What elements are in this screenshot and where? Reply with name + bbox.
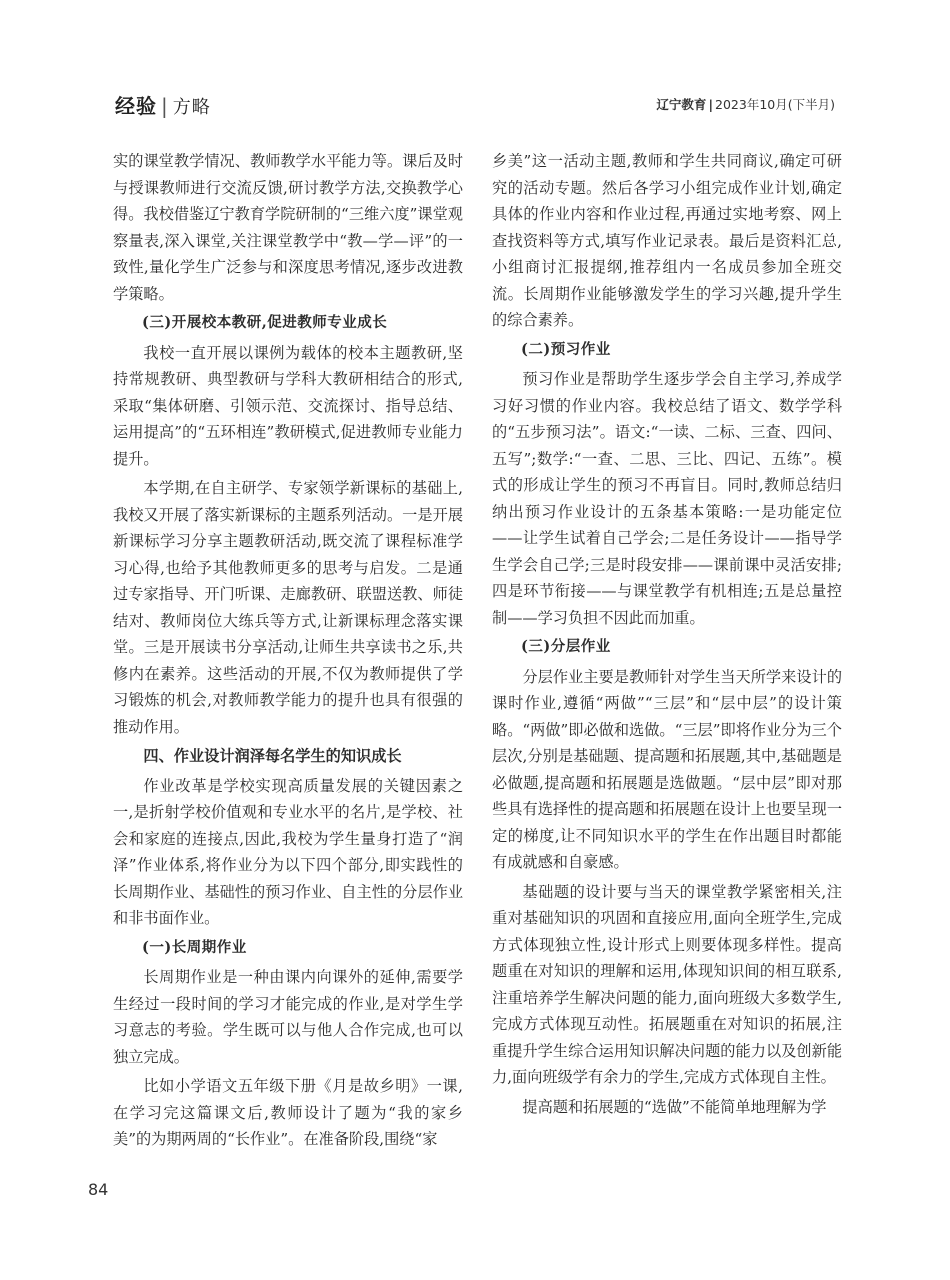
paragraph: 长周期作业是一种由课内向课外的延伸,需要学生经过一段时间的学习才能完成的作业,是对学生学习意志的考验。学生既可以与他人合作完成,也可以独立完成。 [113, 968, 463, 1066]
right-column [492, 148, 842, 1123]
section-title [115, 90, 211, 119]
magazine-name: 辽宁教育 [656, 97, 707, 112]
paragraph: 实的课堂教学情况、教师教学水平能力等。课后及时与授课教师进行交流反馈,研讨教学方法,交换教学心得。我校借鉴辽宁教育学院研制的“三维六度”课堂观察量表,深入课堂,关注课堂教学中“教—学—评”的一致性,量化学生广泛参与和深度思考情况,逐步改进教学策略。 [113, 152, 463, 303]
page-number: 84 [88, 1180, 109, 1199]
paragraph: 基础题的设计要与当天的课堂教学紧密相关,注重对基础知识的巩固和直接应用,面向全班学生,完成方式体现独立性,设计形式上则要体现多样性。提高题重在对知识的理解和运用,体现知识间的相互联系,注重培养学生解决问题的能力,面向班级大多数学生,完成方式体现互动性。拓展题重在对知识的拓展,注重提升学生综合运用知识解决问题的能力以及创新能力,面向班级学有余力的学生,完成方式体现自主性。 [492, 882, 842, 1086]
issue-date: 2023年10月(下半月) [715, 97, 835, 112]
paragraph: 我校一直开展以课例为载体的校本主题教研,坚持常规教研、典型教研与学科大教研相结合的形式,采取“集体研磨、引领示范、交流探讨、指导总结、运用提高”的“五环相连”教研模式,促进教师专业能力提升。 [113, 343, 463, 468]
section-sub-label: 方略 [172, 97, 211, 118]
subheading: (三)开展校本教研,促进教师专业成长 [142, 314, 388, 331]
page-header [115, 90, 835, 120]
paragraph: 预习作业是帮助学生逐步学会自主学习,养成学习好习惯的作业内容。我校总结了语文、数学学科的“五步预习法”。语文:“一读、二标、三查、四问、五写”;数学:“一查、二思、三比、四记、五练”。模式的形成让学生的预习不再盲目。同时,教师总结归纳出预习作业设计的五条基本策略:一是功能定位——让学生试着自己学会;二是任务设计——指导学生学会自己学;三是时段安排——课前课中灵活安排;四是环节衔接——与课堂教学有机相连;五是总量控制——学习负担不因此而加重。 [492, 370, 842, 627]
paragraph: 比如小学语文五年级下册《月是故乡明》一课,在学习完这篇课文后,教师设计了题为“我的家乡美”的为期两周的“长作业”。在准备阶段,围绕“家 [113, 1077, 463, 1148]
left-column [113, 148, 463, 1156]
paragraph: 作业改革是学校实现高质量发展的关键因素之一,是折射学校价值观和专业水平的名片,是学校、社会和家庭的连接点,因此,我校为学生量身打造了“润泽”作业体系,将作业分为以下四个部分,即实践性的长周期作业、基础性的预习作业、自主性的分层作业和非书面作业。 [113, 776, 463, 927]
subheading: (三)分层作业 [521, 638, 611, 655]
paragraph: 乡美”这一活动主题,教师和学生共同商议,确定可研究的活动专题。然后各学习小组完成作业计划,确定具体的作业内容和作业过程,再通过实地考察、网上查找资料等方式,填写作业记录表。最后是资料汇总,小组商讨汇报提纲,推荐组内一名成员参加全班交流。长周期作业能够激发学生的学习兴趣,提升学生的综合素养。 [492, 152, 842, 329]
paragraph: 本学期,在自主研学、专家领学新课标的基础上,我校又开展了落实新课标的主题系列活动。一是开展新课标学习分享主题教研活动,既交流了课程标准学习心得,也给予其他教师更多的思考与启发。二是通过专家指导、开门听课、走廊教研、联盟送教、师徒结对、教师岗位大练兵等方式,让新课标理念落实课堂。三是开展读书分享活动,让师生共享读书之乐,共修内在素养。这些活动的开展,不仅为教师提供了学习锻炼的机会,对教师教学能力的提升也具有很强的推动作用。 [113, 479, 463, 736]
issue-divider: | [708, 97, 714, 112]
paragraph: 提高题和拓展题的“选做”不能简单地理解为学 [522, 1097, 827, 1116]
subheading: (二)预习作业 [521, 340, 611, 358]
section-main-label: 经验 [115, 94, 157, 118]
paragraph: 分层作业主要是教师针对学生当天所学来设计的课时作业,遵循“两做”“三层”和“层中层”的设计策略。“两做”即必做和选做。“三层”即将作业分为三个层次,分别是基础题、提高题和拓展题,其中,基础题是必做题,提高题和拓展题是选做题。“层中层”即对那些具有选择性的提高题和拓展题在设计上也要呈现一定的梯度,让不同知识水平的学生在作出题目时都能有成就感和自豪感。 [492, 667, 842, 871]
section-heading: 四、作业设计润泽每名学生的知识成长 [143, 747, 402, 765]
section-divider: | [161, 94, 169, 118]
subheading: (一)长周期作业 [142, 938, 247, 956]
issue-info [656, 95, 835, 113]
